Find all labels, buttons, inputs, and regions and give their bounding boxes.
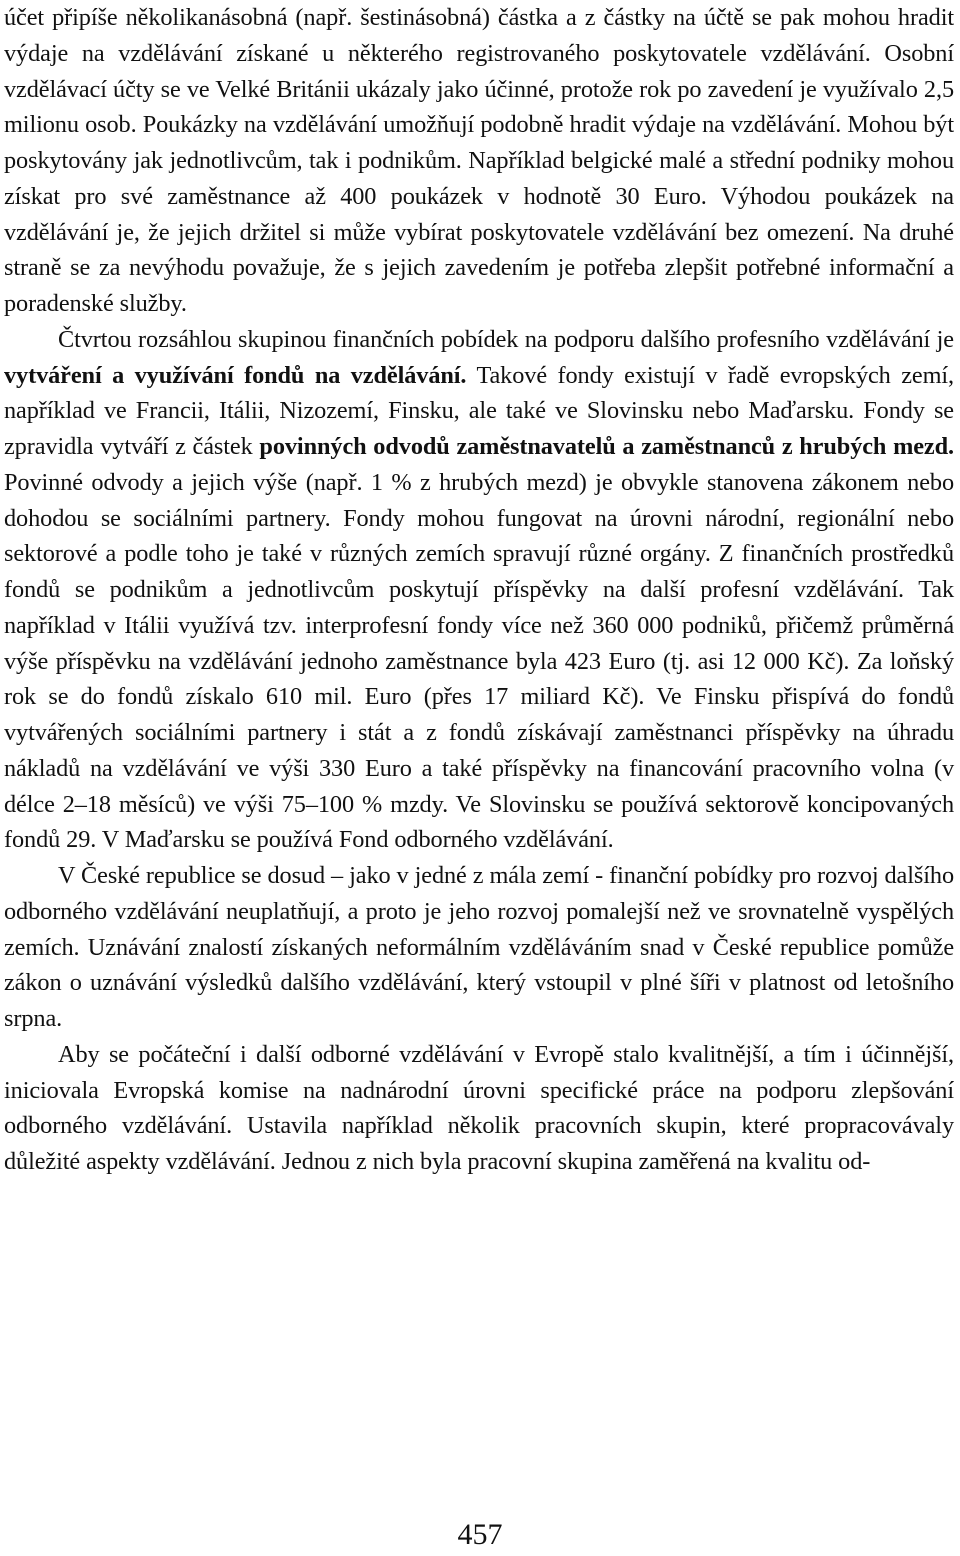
paragraph-2-text-2: Takové fondy existují v řadě evropských zemí, například ve Francii, Itálii, Nizozemí, Finsku, ale také ve Slovinsku nebo Maďarsku. Fondy se zpravidla vytváří z částek — [4, 361, 954, 460]
document-page — [4, 0, 954, 1180]
paragraph-4 — [4, 1037, 954, 1180]
paragraph-2-bold-2: povinných odvodů zaměstnavatelů a zaměstnanců z hrubých mezd. — [259, 433, 954, 460]
page-number: 457 — [457, 1518, 503, 1551]
paragraph-3 — [4, 858, 954, 1037]
paragraph-1 — [4, 0, 954, 322]
paragraph-4-text: Aby se počáteční i další odborné vzdělávání v Evropě stalo kvalitnější, a tím i účinnější, iniciovala Evropská komise na nadnárodní úrovni specifické práce na podporu zlepšování odborného vzdělávání. Ustavila například několik pracovních skupin, které propracovávaly důležité aspekty vzdělávání. Jednou z nich byla pracovní skupina zaměřená na kvalitu od- — [4, 1040, 954, 1175]
document-body — [4, 0, 954, 1180]
paragraph-2 — [4, 322, 954, 858]
paragraph-1-text: účet připíše několikanásobná (např. šestinásobná) částka a z částky na účtě se pak mohou hradit výdaje na vzdělávání získané u některého registrovaného poskytovatele vzdělávání. Osobní vzdělávací účty se ve Velké Británii ukázaly jako účinné, protože rok po zavedení je využívalo 2,5 milionu osob. Poukázky na vzdělávání umožňují podobně hradit výdaje na vzdělávání. Mohou být poskytovány jak jednotlivcům, tak i podnikům. Například belgické malé a střední podniky mohou získat pro své zaměstnance až 400 poukázek v hodnotě 30 Euro. Výhodou poukázek na vzdělávání je, že jejich držitel si může vybírat poskytovatele vzdělávání bez omezení. Na druhé straně se za nevýhodu považuje, že s jejich zavedením je potřeba zlepšit potřebné informační a poradenské služby. — [4, 4, 954, 317]
paragraph-2-text-1: Čtvrtou rozsáhlou skupinou finančních pobídek na podporu dalšího profesního vzdělávání je — [58, 325, 954, 353]
paragraph-2-text-3: Povinné odvody a jejich výše (např. 1 % z hrubých mezd) je obvykle stanovena zákonem nebo dohodou se sociálními partnery. Fondy mohou fungovat na úrovni národní, regionální nebo sektorové a podle toho je také v různých zemích spravují různé orgány. Z finančních prostředků fondů se podnikům a jednotlivcům poskytují příspěvky na další profesní vzdělávání. Tak například v Itálii využívá tzv. interprofesní fondy více než 360 000 podniků, přičemž průměrná výše příspěvku na vzdělávání jednoho zaměstnance byla 423 Euro (tj. asi 12 000 Kč). Za loňský rok se do fondů získalo 610 mil. Euro (přes 17 miliard Kč). Ve Finsku přispívá do fondů vytvářených sociálními partnery i stát a z fondů získávají zaměstnanci příspěvky na úhradu nákladů na vzdělávání ve výši 330 Euro a také příspěvky na financování pracovního volna (v délce 2–18 měsíců) ve výši 75–100 % mzdy. Ve Slovinsku se používá sektorově koncipovaných fondů 29. V Maďarsku se používá Fond odborného vzdělávání. — [4, 468, 954, 854]
paragraph-2-bold-1: vytváření a využívání fondů na vzdělávání. — [4, 361, 467, 389]
paragraph-3-text: V České republice se dosud – jako v jedné z mála zemí - finanční pobídky pro rozvoj dalšího odborného vzdělávání neuplatňují, a proto je jeho rozvoj pomalejší než ve srovnatelně vyspělých zemích. Uznávání znalostí získaných neformálním vzděláváním snad v České republice pomůže zákon o uznávání výsledků dalšího vzdělávání, který vstoupil v plné šíři v platnost od letošního srpna. — [4, 862, 954, 1032]
